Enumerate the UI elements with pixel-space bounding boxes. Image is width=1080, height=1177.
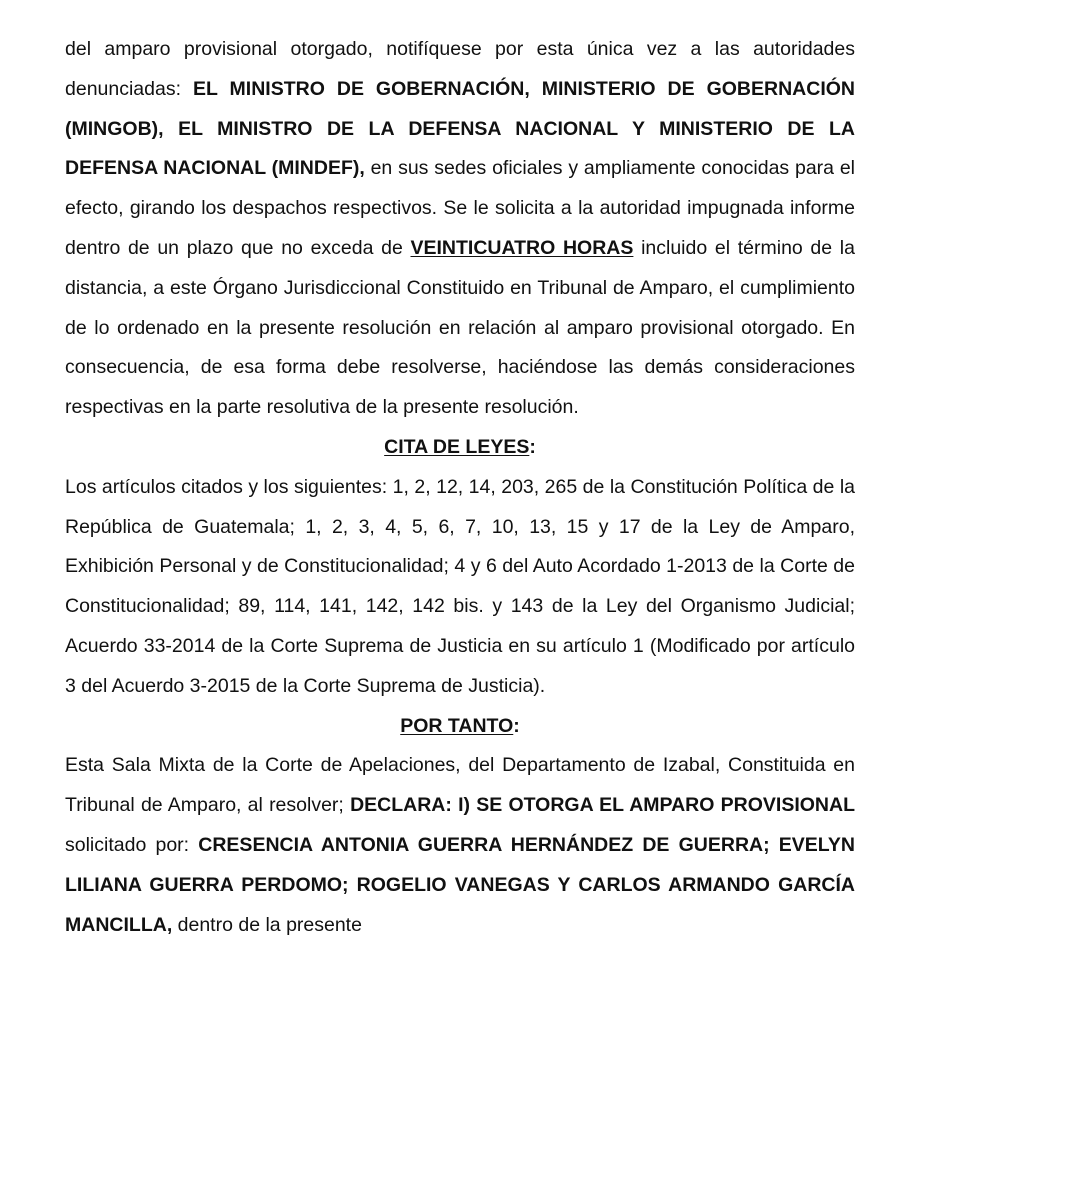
paragraph-text: incluido el término de la distancia, a este Órgano Jurisdiccional Constituido en Tribunal de Amparo, el cumplimiento de lo ordenado en la presente resolución en relación al amparo provisional otorgado. En consecuencia, de esa forma debe resolverse, haciéndose las demás consideraciones respectivas en la parte resolutiva de la presente resolución. bbox=[65, 236, 855, 419]
heading-colon: : bbox=[513, 714, 520, 737]
paragraph-laws-cited bbox=[65, 468, 855, 707]
heading-colon: : bbox=[529, 435, 536, 458]
paragraph-text: Los artículos citados y los siguientes: 1, 2, 12, 14, 203, 265 de la Constitución Política de la República de Guatemala; 1, 2, 3, 4, 5, 6, 7, 10, 13, 15 y 17 de la Ley de Amparo, Exhibición Personal y de Constitucionalidad; 4 y 6 del Auto Acordado 1-2013 de la Corte de Constitucionalidad; 89, 114, 141, 142, 142 bis. y 143 de la Ley del Organismo Judicial; Acuerdo 33-2014 de la Corte Suprema de Justicia en su artículo 1 (Modificado por artículo 3 del Acuerdo 3-2015 de la Corte Suprema de Justicia). bbox=[65, 475, 855, 697]
heading-por-tanto bbox=[65, 707, 855, 747]
deadline-bold-underlined: VEINTICUATRO HORAS bbox=[410, 236, 634, 259]
petitioners-bold-text: CRESENCIA ANTONIA GUERRA HERNÁNDEZ DE GUERRA; EVELYN LILIANA GUERRA PERDOMO; ROGELIO VANEGAS Y CARLOS ARMANDO GARCÍA MANCILLA, bbox=[65, 833, 856, 936]
paragraph-resolution bbox=[65, 746, 855, 945]
heading-cita-de-leyes bbox=[65, 428, 855, 468]
paragraph-text: del amparo provisional otorgado, notifíquese por esta única vez a las autoridades denunciadas: bbox=[65, 38, 855, 100]
paragraph-text: dentro de la presente bbox=[172, 913, 362, 936]
paragraph-text: Esta Sala Mixta de la Corte de Apelaciones, del Departamento de Izabal, Constituida en Tribunal de Amparo, al resolver; bbox=[65, 754, 855, 817]
heading-label: CITA DE LEYES bbox=[384, 435, 530, 458]
authorities-bold-text: EL MINISTRO DE GOBERNACIÓN, MINISTERIO DE GOBERNACIÓN (MINGOB), EL MINISTRO DE LA DEFENSA NACIONAL Y MINISTERIO DE LA DEFENSA NACIONAL (MINDEF), bbox=[65, 77, 855, 180]
document-page bbox=[65, 30, 855, 945]
declaration-bold-text: DECLARA: I) SE OTORGA EL AMPARO PROVISIONAL bbox=[350, 794, 855, 817]
paragraph-notification bbox=[65, 30, 855, 428]
heading-label: POR TANTO bbox=[400, 714, 514, 737]
paragraph-text: solicitado por: bbox=[65, 833, 199, 856]
paragraph-text: en sus sedes oficiales y ampliamente conocidas para el efecto, girando los despachos respectivos. Se le solicita a la autoridad impugnada informe dentro de un plazo que no exceda de bbox=[65, 157, 855, 259]
